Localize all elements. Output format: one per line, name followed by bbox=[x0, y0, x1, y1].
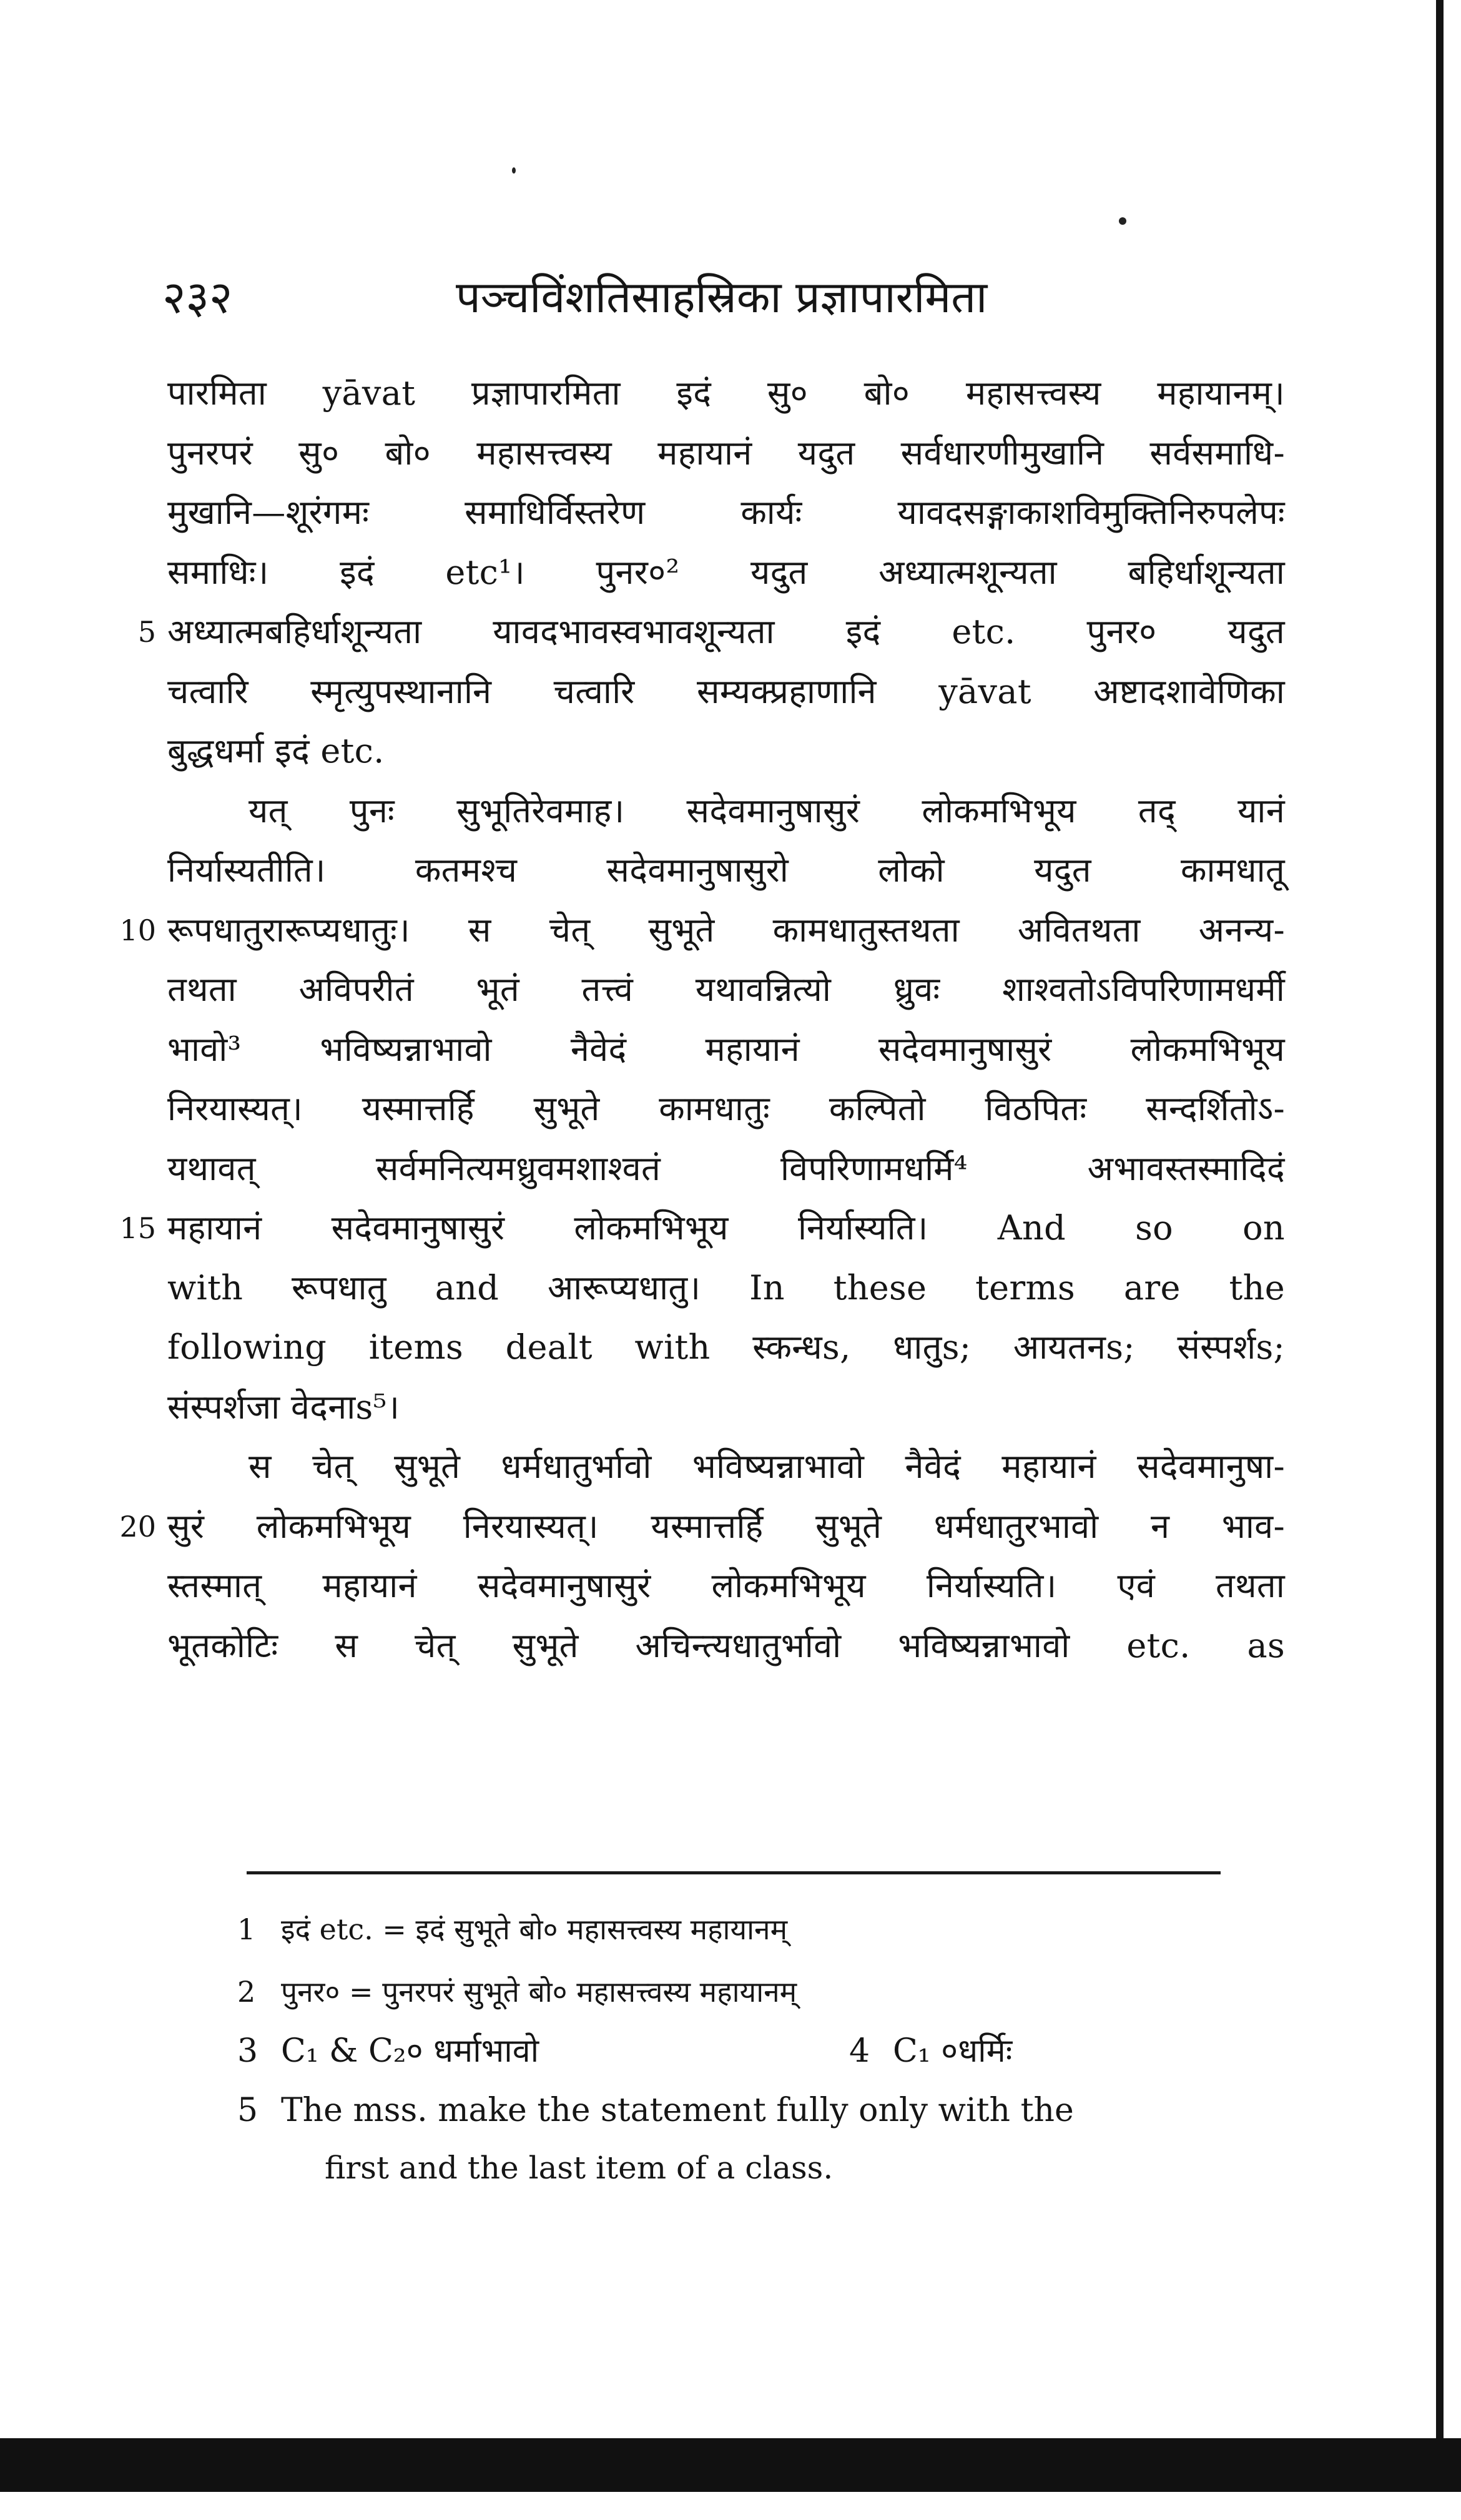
footnote-1 bbox=[237, 1904, 787, 1954]
text-line: संस्पर्शजा वेदनाs⁵। bbox=[167, 1387, 400, 1427]
footnote-4 bbox=[849, 2026, 1012, 2076]
text-line: पारमिता yāvat प्रज्ञापारमिता इदं सु० बो० महासत्त्वस्य महायानम्। bbox=[167, 373, 1285, 413]
line-number: 15 bbox=[119, 1211, 156, 1245]
footnote-text: पुनर० = पुनरपरं सुभूते बो० महासत्त्वस्य महायानम् bbox=[281, 1975, 797, 2009]
page-number: २३२ bbox=[162, 271, 233, 323]
text-line: with रूपधातु and आरूप्यधातु। In these terms are the bbox=[167, 1268, 1285, 1307]
footnote-2 bbox=[237, 1967, 797, 2017]
footnote-text: The mss. make the statement fully only with the bbox=[281, 2092, 1074, 2129]
footnote-3 bbox=[237, 2026, 539, 2076]
text-line: निरयास्यत्। यस्मात्तर्हि सुभूते कामधातुः कल्पितो विठपितः सन्दर्शितोऽ- bbox=[167, 1089, 1285, 1128]
text-line: यथावत् सर्वमनित्यमध्रुवमशाश्वतं विपरिणामधर्मि⁴ अभावस्तस्मादिदं bbox=[167, 1149, 1285, 1188]
footnote-text: C₁ ०धर्मिः bbox=[893, 2032, 1013, 2070]
footnote-divider bbox=[247, 1871, 1221, 1874]
footnote-number: 1 bbox=[237, 1912, 256, 1946]
ink-speck bbox=[1119, 217, 1126, 225]
line-number: 20 bbox=[119, 1510, 156, 1543]
line-number: 10 bbox=[119, 913, 156, 947]
footnote-text: इदं etc. = इदं सुभूते बो० महासत्त्वस्य महायानम् bbox=[281, 1912, 788, 1946]
text-line: यत् पुनः सुभूतिरेवमाह। सदेवमानुषासुरं लोकमभिभूय तद् यानं bbox=[248, 791, 1285, 830]
bottom-margin-bar bbox=[0, 2438, 1461, 2492]
text-line: स चेत् सुभूते धर्मधातुर्भावो भविष्यन्नाभावो नैवेदं महायानं सदेवमानुषा- bbox=[248, 1447, 1285, 1486]
running-title: पञ्चविंशतिसाहस्रिका प्रज्ञापारमिता bbox=[456, 272, 988, 323]
right-margin-rule bbox=[1436, 0, 1444, 2491]
text-line: रूपधातुरारूप्यधातुः। स चेत् सुभूते कामधातुस्तथता अवितथता अनन्य- bbox=[167, 910, 1285, 950]
text-line: सुरं लोकमभिभूय निरयास्यत्। यस्मात्तर्हि सुभूते धर्मधातुरभावो न भाव- bbox=[167, 1507, 1285, 1546]
footnote-number: 5 bbox=[237, 2092, 258, 2129]
line-number: 5 bbox=[137, 615, 156, 649]
text-line: following items dealt with स्कन्धs, धातुs; आयतनs; संस्पर्शs; bbox=[167, 1327, 1285, 1367]
text-line: अध्यात्मबहिर्धाशून्यता यावदभावस्वभावशून्यता इदं etc. पुनर० यदुत bbox=[167, 612, 1285, 651]
page-header bbox=[162, 265, 1280, 334]
footnote-number: 2 bbox=[237, 1975, 256, 2009]
text-line: तथता अविपरीतं भूतं तत्त्वं यथावन्नित्यो ध्रुवः शाश्वतोऽविपरिणामधर्मी bbox=[167, 970, 1285, 1009]
footnote-number: 3 bbox=[237, 2032, 258, 2070]
footnote-5-continuation: first and the last item of a class. bbox=[325, 2150, 834, 2186]
footnote-5 bbox=[237, 2085, 1074, 2135]
text-line: निर्यास्यतीति। कतमश्च सदेवमानुषासुरो लोको यदुत कामधातू bbox=[167, 850, 1285, 890]
text-line: स्तस्मात् महायानं सदेवमानुषासुरं लोकमभिभूय निर्यास्यति। एवं तथता bbox=[167, 1566, 1285, 1605]
text-line: चत्वारि स्मृत्युपस्थानानि चत्वारि सम्यक्प्रहाणानि yāvat अष्टादशावेणिका bbox=[167, 672, 1285, 711]
text-line: बुद्धधर्मा इदं etc. bbox=[167, 731, 385, 770]
footnote-number: 4 bbox=[849, 2032, 870, 2070]
text-line: पुनरपरं सु० बो० महासत्त्वस्य महायानं यदुत सर्वधारणीमुखानि सर्वसमाधि- bbox=[167, 433, 1285, 473]
text-line: महायानं सदेवमानुषासुरं लोकमभिभूय निर्यास्यति। And so on bbox=[167, 1208, 1285, 1248]
text-line: समाधिः। इदं etc¹। पुनर०² यदुत अध्यात्मशून्यता बहिर्धाशून्यता bbox=[167, 553, 1285, 592]
footnote-text: C₁ & C₂० धर्माभावो bbox=[281, 2032, 539, 2070]
ink-speck bbox=[512, 167, 516, 174]
text-line: भावो³ भविष्यन्नाभावो नैवेदं महायानं सदेवमानुषासुरं लोकमभिभूय bbox=[167, 1030, 1285, 1069]
text-line: भूतकोटिः स चेत् सुभूते अचिन्त्यधातुर्भावो भविष्यन्नाभावो etc. as bbox=[167, 1626, 1285, 1665]
text-line: मुखानि—शूरंगमः समाधिर्विस्तरेण कार्यः यावदसङ्गाकाशविमुक्तिनिरुपलेपः bbox=[167, 493, 1285, 532]
